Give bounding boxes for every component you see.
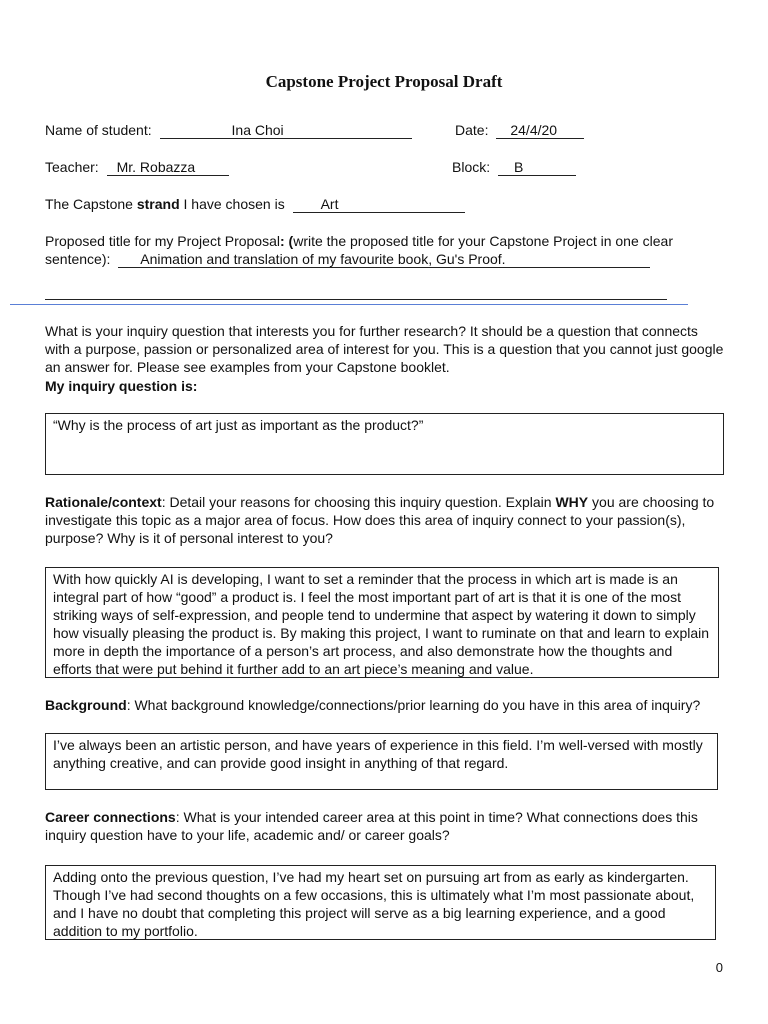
career-prompt-text: : What is your intended career area at this point in time? What connections does this inquiry question have to your life, academic and/ or career goals?: [45, 809, 698, 843]
background-answer: I’ve always been an artistic person, and have years of experience in this field. I’m well-versed with mostly anything creative, and can provide good insight in anything of that regard.: [53, 737, 703, 771]
block-value: B: [514, 159, 524, 175]
blank-answer-line: [45, 299, 667, 300]
rationale-prompt: [45, 493, 725, 547]
teacher-value: Mr. Robazza: [116, 159, 196, 175]
teacher-field[interactable]: [107, 160, 229, 176]
rationale-prompt-b: you are choosing to investigate this topic as a major area of focus. How does this area of inquiry connect to your passion(s), purpose? Why is it of personal interest to you?: [45, 494, 715, 546]
date-row: [455, 121, 584, 139]
date-label: Date:: [455, 122, 489, 138]
inquiry-label: My inquiry question is:: [45, 378, 198, 394]
project-title-value: Animation and translation of my favourite book, Gu's Proof.: [140, 251, 506, 267]
strand-bold: strand: [136, 196, 180, 212]
title-prompt-pre: Proposed title for my Project Proposal: [45, 233, 280, 249]
teacher-label: Teacher:: [45, 159, 99, 175]
title-line2-label: sentence):: [45, 251, 111, 267]
background-prompt-text: : What background knowledge/connections/prior learning do you have in this area of inquiry?: [126, 697, 701, 713]
name-row: [45, 121, 412, 139]
career-prompt: [45, 808, 725, 844]
inquiry-answer: “Why is the process of art just as important as the product?”: [53, 417, 424, 433]
document-title: Capstone Project Proposal Draft: [265, 72, 503, 91]
title-prompt-post: write the proposed title for your Capstone Project in one clear: [293, 233, 673, 249]
block-row: [452, 158, 576, 176]
rationale-answer: With how quickly AI is developing, I want to set a reminder that the process in which art is made is an integral part of how “good” a product is. I feel the most important part of art is that it is one of the most striking ways of self-expression, and people tend to undermine that aspect by watering it down to simply how visually pleasing the product is. By making this project, I want to ruminate on that and learn to explain more in depth the importance of a person’s art process, and also demonstrate how the thoughts and efforts that were put behind it further add to an art piece’s meaning and value.: [53, 571, 710, 677]
strand-row: [45, 195, 465, 213]
strand-field[interactable]: [293, 197, 465, 213]
strand-pre: The Capstone: [45, 196, 137, 212]
name-label: Name of student:: [45, 122, 152, 138]
rationale-prompt-a: : Detail your reasons for choosing this inquiry question. Explain: [161, 494, 556, 510]
rationale-label: Rationale/context: [45, 494, 162, 510]
project-title-field[interactable]: [118, 252, 650, 268]
career-label: Career connections: [45, 809, 176, 825]
title-prompt-bold: : (: [280, 233, 294, 249]
background-prompt: [45, 696, 745, 714]
title-answer-row: [45, 250, 650, 268]
name-value: Ina Choi: [231, 122, 284, 138]
strand-value: Art: [320, 196, 339, 212]
teacher-row: [45, 158, 229, 176]
section-divider: [10, 304, 688, 305]
career-answer: Adding onto the previous question, I’ve had my heart set on pursuing art from as early as kindergarten. Though I’ve had second thoughts on a few occasions, this is ultimately what I’m most passionate about, and I have no doubt that completing this project will serve as a big learning experience, and a good addition to my portfolio.: [53, 869, 695, 939]
title-prompt-row: [45, 232, 673, 250]
block-field[interactable]: [498, 160, 576, 176]
background-label: Background: [45, 697, 127, 713]
date-field[interactable]: [496, 123, 584, 139]
career-answer-box[interactable]: [45, 865, 716, 940]
date-value: 24/4/20: [510, 122, 558, 138]
page-number: 0: [715, 960, 723, 975]
inquiry-answer-box[interactable]: [45, 413, 724, 475]
background-answer-box[interactable]: [45, 733, 718, 790]
inquiry-prompt: What is your inquiry question that interests you for further research? It should be a question that connects with a purpose, passion or personalized area of interest for you. This is a question that you cannot just google an answer for. Please see examples from your Capstone booklet.: [45, 323, 724, 375]
block-label: Block:: [452, 159, 491, 175]
rationale-answer-box[interactable]: [45, 567, 719, 678]
rationale-why: WHY: [555, 494, 589, 510]
strand-post: I have chosen is: [179, 196, 285, 212]
name-field[interactable]: [160, 123, 412, 139]
